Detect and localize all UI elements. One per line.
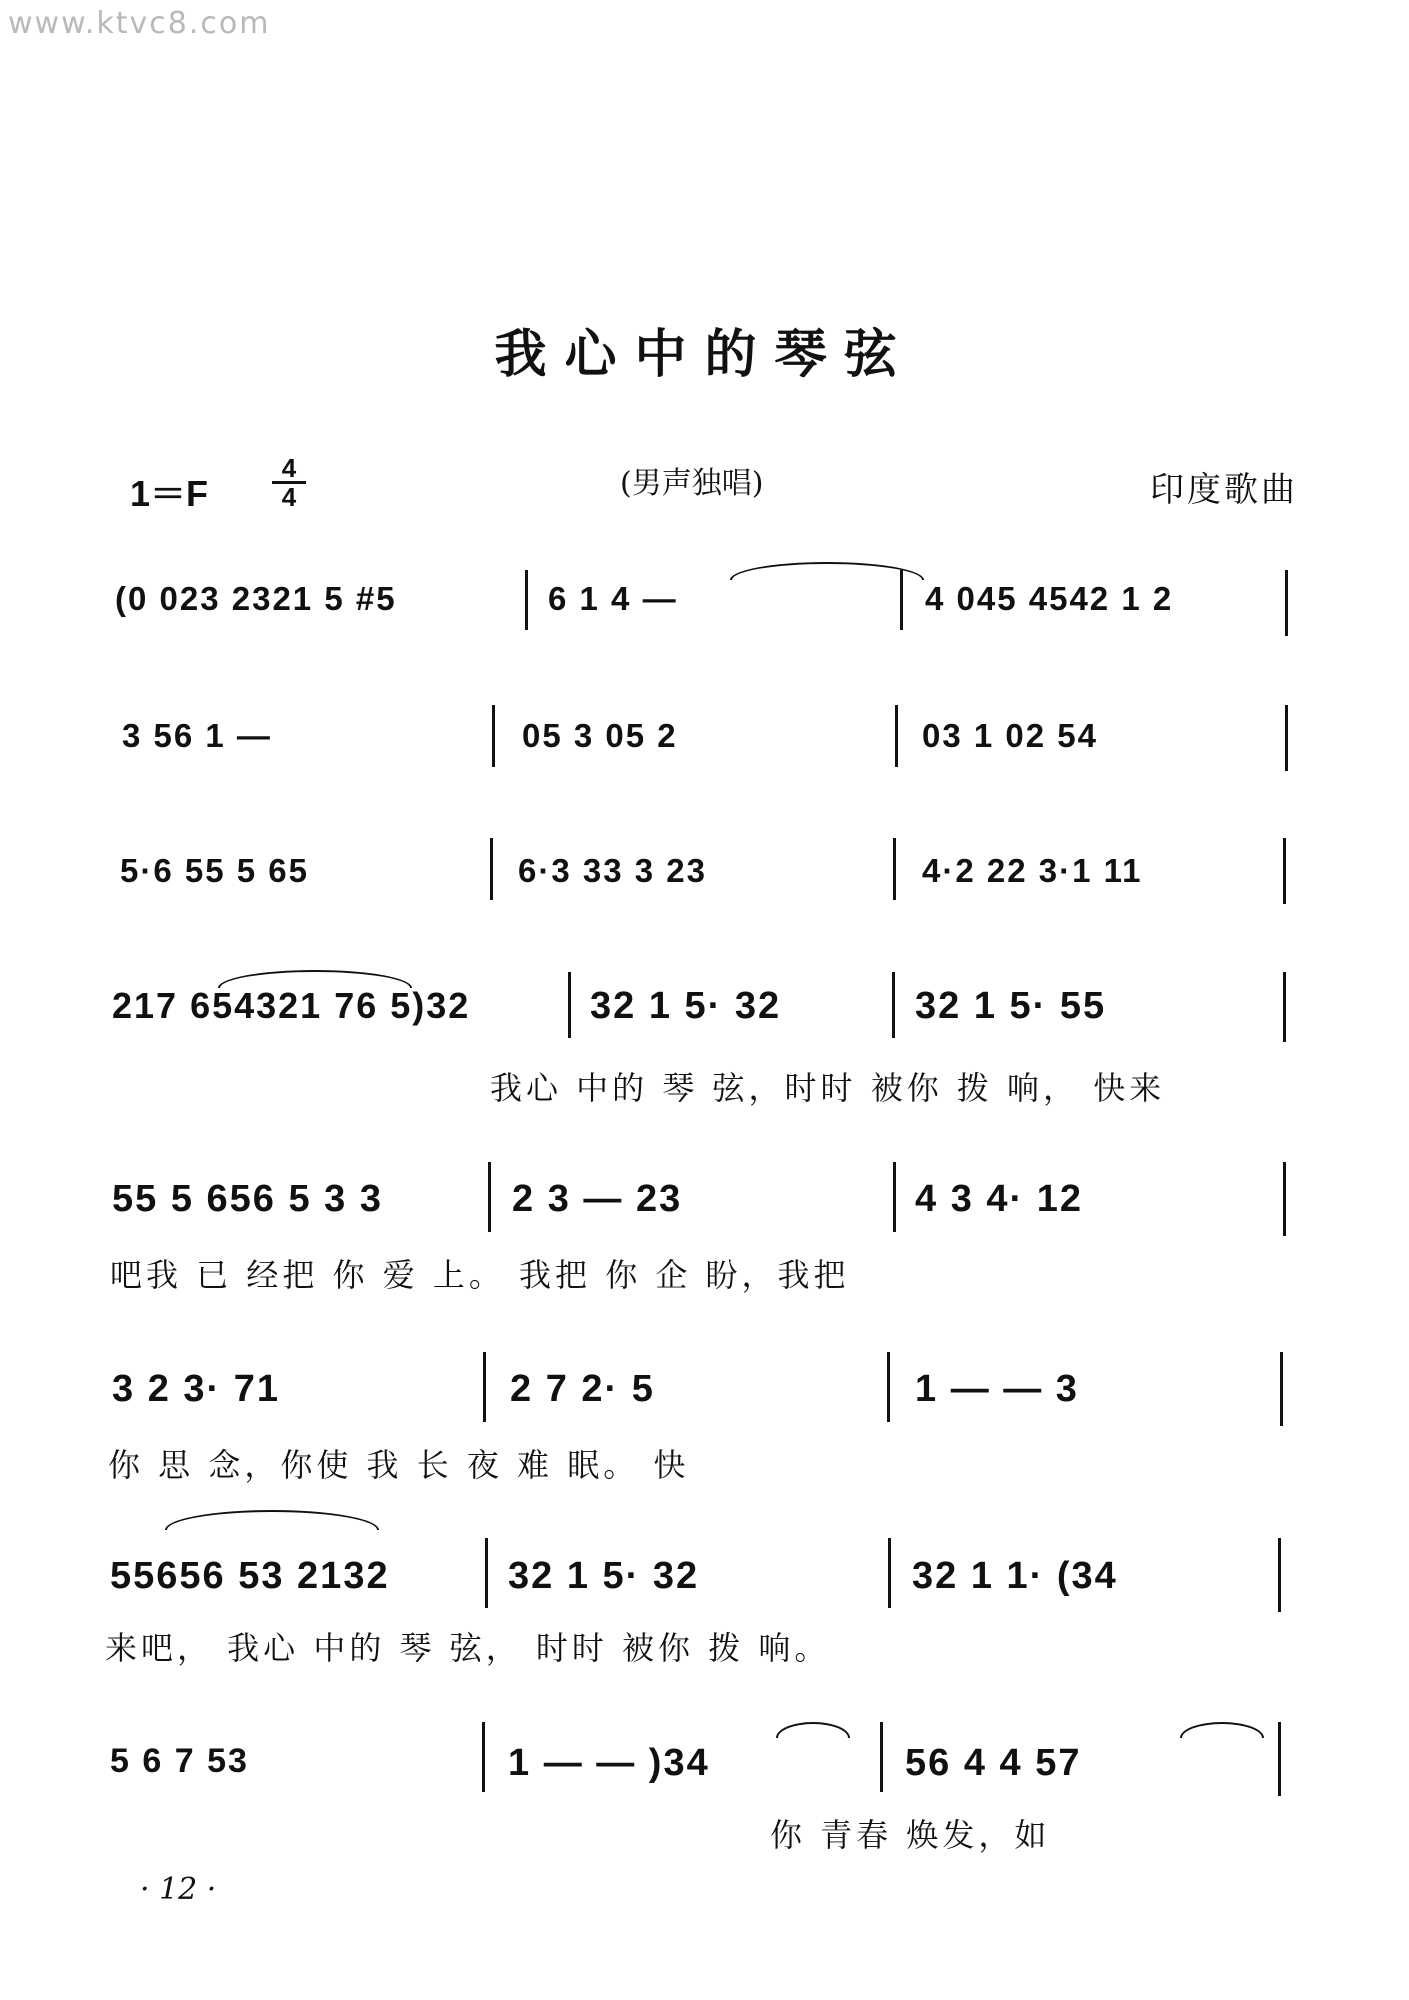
barline [1278,1722,1281,1796]
barline [895,705,898,767]
line-6-measure-2: 2 7 2· 5 [510,1368,655,1410]
line-5-measure-1: 55 5 656 5 3 3 [112,1178,383,1220]
line-8-measure-1: 5 6 7 53 [110,1742,249,1780]
barline [893,1162,896,1232]
barline [1280,1352,1283,1426]
tie-arc [730,562,924,580]
meter-bottom: 4 [281,482,297,512]
barline [880,1722,883,1792]
barline [1285,705,1288,771]
barline [485,1538,488,1608]
line-4-measure-2: 32 1 5· 32 [590,985,782,1027]
line-4-measure-1: 217 654321 76 5)32 [112,985,471,1026]
line-1-measure-2: 6 1 4 — [548,580,678,617]
barline [888,1538,891,1608]
tie-arc [1180,1722,1264,1738]
barline [568,972,571,1038]
key-signature: 1＝F [130,473,209,514]
line-3-measure-2: 6·3 33 3 23 [518,852,707,889]
barline [1283,972,1286,1042]
line-7-lyrics: 来吧， 我心 中的 琴 弦， 时时 被你 拨 响。 [105,1629,831,1667]
time-signature [272,453,306,512]
line-5-measure-3: 4 3 4· 12 [915,1178,1083,1220]
line-2-measure-2: 05 3 05 2 [522,717,678,754]
barline [1283,1162,1286,1236]
line-3-measure-1: 5·6 55 5 65 [120,852,309,889]
line-4-measure-3: 32 1 5· 55 [915,985,1107,1027]
line-7-measure-1: 55656 53 2132 [110,1555,390,1597]
barline [525,570,528,630]
line-6-lyrics: 你 思 念，你使 我 长 夜 难 眠。 快 [108,1446,690,1484]
line-5-measure-2: 2 3 — 23 [512,1178,683,1220]
composer-credit: 印度歌曲 [1150,470,1298,510]
line-6-measure-3: 1 — — 3 [915,1368,1079,1410]
tie-arc [776,1722,850,1738]
barline [900,570,903,630]
meter-top: 4 [281,453,297,483]
barline [1283,838,1286,904]
line-5-lyrics: 吧我 已 经把 你 爱 上。 我把 你 企 盼，我把 [110,1256,850,1294]
performance-note: (男声独唱) [620,466,764,501]
barline [887,1352,890,1422]
line-2-measure-1: 3 56 1 — [122,717,272,754]
tie-arc [218,970,412,988]
line-6-measure-1: 3 2 3· 71 [112,1368,280,1410]
line-7-measure-3: 32 1 1· (34 [912,1555,1118,1597]
line-2-measure-3: 03 1 02 54 [922,717,1098,754]
barline [488,1162,491,1232]
watermark: www.ktvc8.com [8,6,271,41]
song-title: 我心中的琴弦 [494,324,915,385]
line-1-measure-3: 4 045 4542 1 2 [925,580,1174,617]
line-7-measure-2: 32 1 5· 32 [508,1555,700,1597]
line-8-measure-3: 56 4 4 57 [905,1742,1082,1784]
barline [893,838,896,900]
barline [492,705,495,767]
barline [1285,570,1288,636]
page-number: · 12 · [140,1872,217,1907]
barline [490,838,493,900]
barline [892,972,895,1038]
line-1-measure-1: (0 023 2321 5 #5 [115,580,397,617]
line-3-measure-3: 4·2 22 3·1 11 [922,852,1143,889]
line-8-lyrics: 你 青春 焕发，如 [770,1816,1051,1854]
barline [482,1722,485,1792]
line-8-measure-2: 1 — — )34 [508,1742,710,1784]
barline [483,1352,486,1422]
barline [1278,1538,1281,1612]
tie-arc [165,1510,379,1530]
line-4-lyrics: 我心 中的 琴 弦，时时 被你 拨 响， 快来 [490,1069,1166,1107]
